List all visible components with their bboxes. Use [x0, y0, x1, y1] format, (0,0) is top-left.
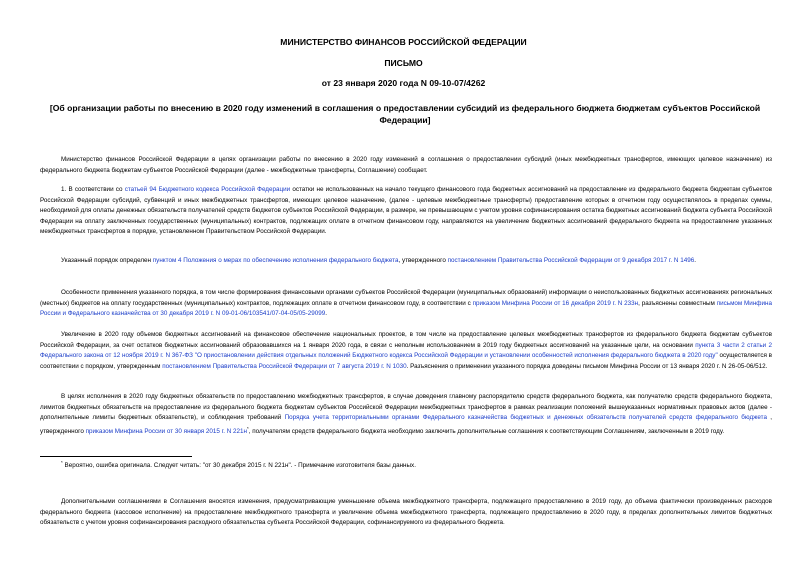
text-span: , утвержденного — [398, 257, 448, 264]
text-span: , утвержденного — [40, 414, 773, 435]
text-span: Особенности применения указанного порядка, в том числе формирования финансовыми органами субъектов Российской Федерации (муниципальных образований) информации о неиспользованных бюджетных ассигнованиях региональных (местных) бюджетов на оплату государственных (муниципальных) контрактов, подлежащих оплате в отчетном финансовом году, в соответствии с — [40, 289, 772, 307]
text-span: . — [694, 257, 696, 264]
link-joint-letter[interactable]: письмом Минфина России и Федерального казначейства от 30 декабря 2019 г. N 09-01-06/103541/07-04-05/05-29099 — [40, 299, 772, 318]
text-span: 1. В соответствии со — [61, 186, 125, 193]
link-regulation-point-4[interactable]: пунктом 4 Положения о мерах по обеспечению исполнения федерального бюджета — [152, 257, 399, 264]
text-span: , получателям средств федерального бюджета необходимо заключить дополнительные соглашения к соответствующим Соглашениям, заключенным в 2019 году. — [248, 427, 725, 435]
text-span: В целях исполнения в 2020 году бюджетных обязательств по предоставлению межбюджетных трансфертов, в случае доведения главному распорядителю средств федерального бюджета, как получателю средств федерального бюджета, лимитов бюджетных обязательств на предоставление из федерального бюджета бюджетам субъектов Российской Федерации межбюджетных трансфертов в рамках реализации положений вышеуказанных нормативных правовых актов (далее - дополнительные лимиты бюджетных обязательств), и соблюдения требований — [40, 393, 772, 422]
paragraph-5 — [40, 392, 772, 437]
text-span: остатки не использованных на начало текущего финансового года бюджетных ассигнований на предоставление из федерального бюджета бюджетам субъектов Российской Федерации субсидий, субвенций и иных межбюджетных трансфертов, имеющих целевое назначение, (далее - целевые межбюджетные трансферты) предоставление которых в отчетном году осуществлялось в пределах суммы, необходимой для оплаты денежных обязательств получателей средств бюджетов субъектов Российской Федерации, в размере, не превышающем с учетом уровня софинансирования остатка бюджетных ассигнований бюджета субъекта Российской Федерации на оплату заключенных государственных (муниципальных) контрактов, подлежащих оплате в отчетном финансовом году, направляются на увеличение бюджетных ассигнований федерального бюджета на предоставление указанных межбюджетных трансфертов в порядке, установленном Правительством Российской Федерации. — [40, 186, 772, 236]
footnote-marker: * — [246, 425, 249, 431]
text-span: осуществляется в соответствии с порядком, утвержденным — [40, 352, 772, 370]
paragraph-intro: Министерство финансов Российской Федерации в целях организации работы по внесению в 2020 году изменений в соглашения о предоставлении субсидий (иных межбюджетных трансфертов, имеющих целевое назначение) из федерального бюджета бюджетам субъектов Российской Федерации (далее - межбюджетные трансферты, Соглашение) сообщает. — [40, 156, 772, 174]
link-government-decree-1496[interactable]: постановлением Правительства Российской Федерации от 9 декабря 2017 г. N 1496 — [447, 257, 695, 264]
link-minfin-order-221n[interactable]: приказом Минфина России от 30 января 2015 г. N 221н — [85, 427, 247, 435]
link-treasury-accounting-procedure[interactable]: Порядка учета территориальными органами Федерального казначейства бюджетных и денежных обязательств получателей средств федерального бюджета — [284, 414, 767, 422]
text-span: Увеличение в 2020 году объемов бюджетных ассигнований на финансовое обеспечение национальных проектов, в том числе на предоставление целевых межбюджетных трансфертов из федерального бюджета бюджетам субъектов Российской Федерации, за счет остатков бюджетных ассигнований образовавшихся на 1 января 2020 года, в связи с неполным использованием в 2019 году бюджетных ассигнований на указанные цели, на основании — [40, 331, 772, 349]
link-government-decree-1030[interactable]: постановлением Правительства Российской Федерации от 7 августа 2019 г. N 1030 — [162, 362, 407, 370]
document-type: ПИСЬМО — [384, 58, 423, 68]
paragraph-3 — [40, 288, 772, 320]
text-span: , разъяснены совместным — [638, 299, 717, 307]
footnote-mark: * — [61, 460, 63, 465]
link-minfin-order-233n[interactable]: приказом Минфина России от 16 декабря 2019 г. N 233н — [472, 299, 639, 307]
text-span: . Разъяснения о применении указанного порядка доведены письмом Минфина России от 13 января 2020 г. N 26-05-06/512. — [406, 362, 768, 370]
link-federal-law-367[interactable]: пункта 3 части 2 статьи 2 Федерального закона от 12 ноября 2019 г. N 367-ФЗ "О приостановлении действия отдельных положений Бюджетного кодекса Российской Федерации и установлении особенностей исполнения федерального бюджета в 2020 году" — [40, 341, 772, 360]
document-subject: [Об организации работы по внесению в 2020 году изменений в соглашения о предоставлении субсидий из федерального бюджета бюджетам субъектов Российской Федерации] — [49, 103, 761, 125]
link-budget-code-article-94[interactable]: статьей 94 Бюджетного кодекса Российской Федерации — [124, 186, 291, 193]
document-date-number: от 23 января 2020 года N 09-10-07/4262 — [321, 78, 486, 88]
footnote-divider — [40, 456, 192, 457]
paragraph-4 — [40, 330, 772, 372]
ministry-title: МИНИСТЕРСТВО ФИНАНСОВ РОССИЙСКОЙ ФЕДЕРАЦИИ — [280, 37, 527, 47]
footnote — [61, 458, 416, 471]
footnote-text: Вероятно, ошибка оригинала. Следует читать: "от 30 декабря 2015 г. N 221н". - Примечание изготовителя базы данных. — [62, 462, 416, 470]
text-span: . — [325, 310, 327, 318]
paragraph-1 — [40, 185, 772, 238]
text-span: Указанный порядок определен — [61, 257, 153, 264]
paragraph-6: Дополнительными соглашениями в Соглашения вносятся изменения, предусматривающие уменьшение объема межбюджетного трансферта, подлежащего предоставлению в 2019 году, до объема фактически произведенных расходов федерального бюджета (кассовое исполнение) на предоставление межбюджетного трансферта и увеличение объема межбюджетного трансферта, подлежащего предоставлению в 2020 году, в пределах дополнительных лимитов бюджетных обязательств с учетом уровня софинансирования расходного обязательства субъекта Российской Федерации, софинансируемого из федерального бюджета. — [40, 498, 772, 527]
paragraph-2 — [40, 256, 772, 267]
